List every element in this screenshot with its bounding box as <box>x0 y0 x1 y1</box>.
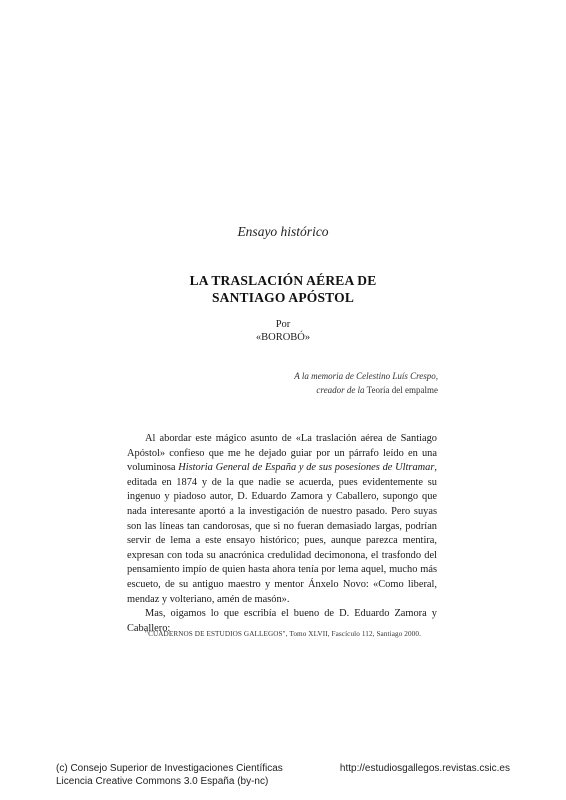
dedication-line-2-rest: Teoría del empalme <box>366 385 438 395</box>
byline <box>0 318 566 344</box>
dedication-line-2-italic: creador de la <box>316 385 365 395</box>
dedication-line-1: A la memoria de Celestino Luís Crespo, <box>294 371 438 381</box>
paragraph-1-part-a: Al abordar este mágico asunto de «La traslación aérea de Santiago Apóstol» confieso que me he dejado guiar por un párrafo leído en una voluminosa <box>127 433 437 474</box>
by-label: Por <box>275 319 291 330</box>
book-title: Historia General de España y de sus posesiones de Ultramar <box>178 462 435 474</box>
license-notice <box>56 762 283 788</box>
license-line: Licencia Creative Commons 3.0 España (by-nc) <box>56 776 269 787</box>
paragraph-1 <box>127 432 437 607</box>
title-line-1: LA TRASLACIÓN AÉREA DE <box>189 273 377 288</box>
publication-footnote: "CUADERNOS DE ESTUDIOS GALLEGOS", Tomo XLVII, Fascículo 112, Santiago 2000. <box>145 630 421 638</box>
journal-url: http://estudiosgallegos.revistas.csic.es <box>339 763 510 774</box>
copyright-line: (c) Consejo Superior de Investigaciones Científicas <box>56 763 283 774</box>
article-body <box>127 432 437 636</box>
article-title <box>0 272 566 306</box>
dedication <box>138 369 438 397</box>
paragraph-2: Mas, oigamos lo que escribía el bueno de D. Eduardo Zamora y Caballero: <box>127 608 437 634</box>
paragraph-1-part-b: , editada en 1874 y de la que nadie se acuerda, pues evidentemente su ingenuo y piadoso autor, D. Eduardo Zamora y Caballero, supongo que nada interesante aportó a la investigación de nuestro pasado. Pero suyas son las líneas tan candorosas, que si no fueran demasiado largas, podrían servir de lema a este ensayo histórico; pues, aunque parezca mentira, expresan con toda su anacrónica credulidad decimonona, el trasfondo del pensamiento impío de quien hasta ahora tenía por lema aquel, mucho más escueto, de su antiguo maestro y mentor Ánxelo Novo: «Como liberal, mendaz y volteriano, amén de masón». <box>127 462 437 605</box>
dedication-line-2 <box>138 383 438 397</box>
section-label: Ensayo histórico <box>237 224 329 239</box>
title-line-2: SANTIAGO APÓSTOL <box>211 290 355 305</box>
author-name: «BOROBÓ» <box>255 332 311 343</box>
